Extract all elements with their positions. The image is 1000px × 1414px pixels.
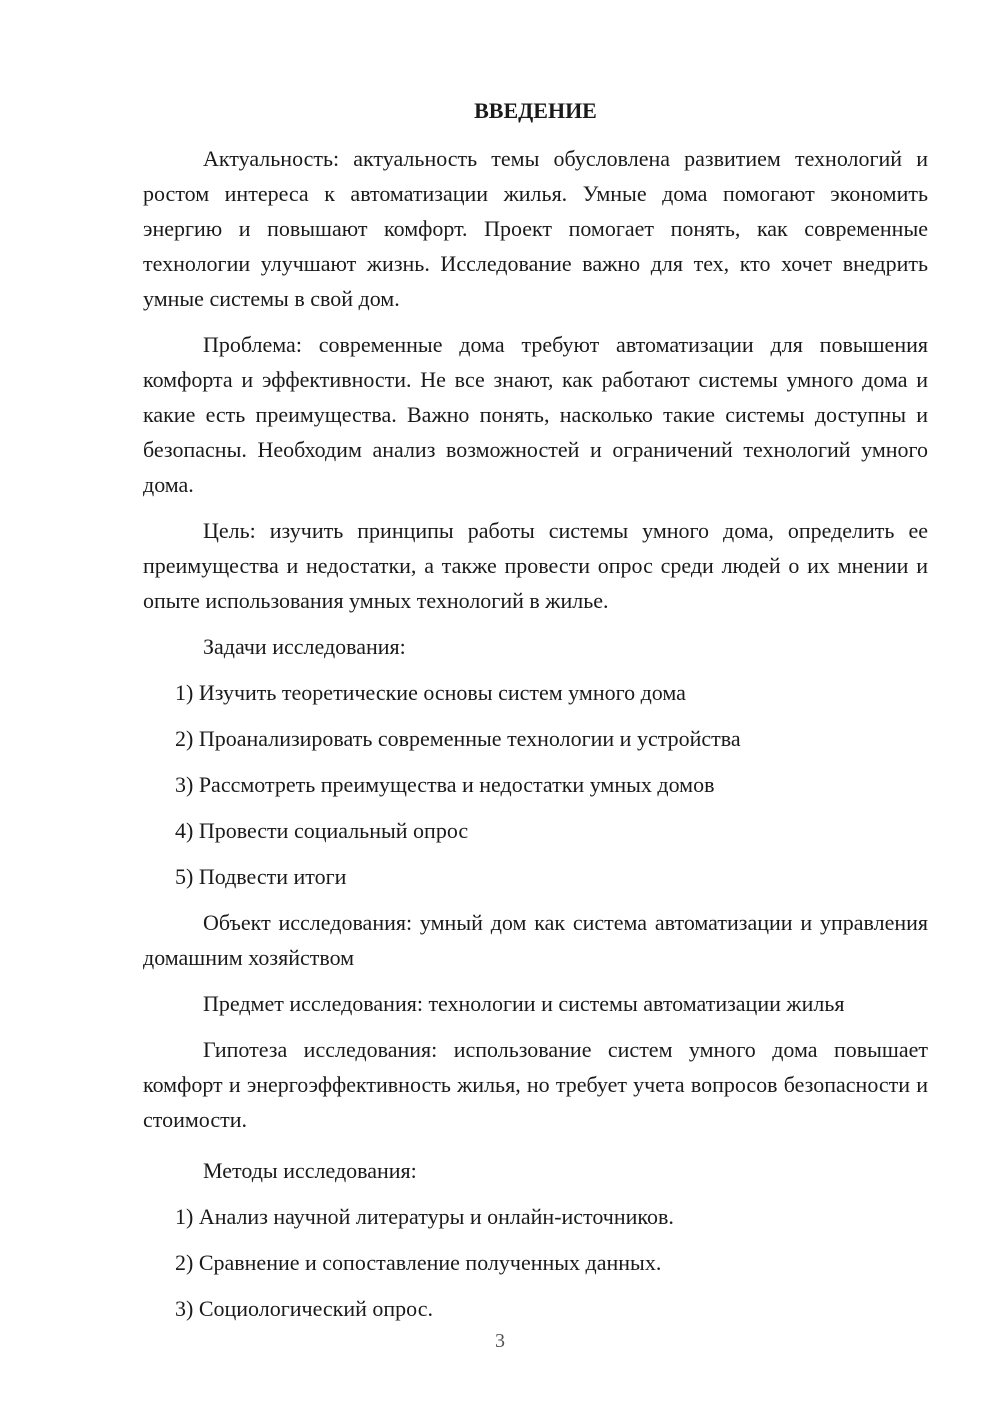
list-item: 1) Анализ научной литературы и онлайн-источников.	[175, 1204, 674, 1229]
page-number: 3	[495, 1330, 505, 1352]
relevance-paragraph: Актуальность: актуальность темы обусловлена развитием технологий и ростом интереса к автоматизации жилья. Умные дома помогают экономить энергию и повышают комфорт. Проект помогает понять, как современные технологии улучшают жизнь. Исследование важно для тех, кто хочет внедрить умные системы в свой дом.	[143, 146, 928, 311]
list-item: 4) Провести социальный опрос	[175, 818, 469, 843]
problem-paragraph: Проблема: современные дома требуют автоматизации для повышения комфорта и эффективности. Не все знают, как работают системы умного дома и какие есть преимущества. Важно понять, насколько такие системы доступны и безопасны. Необходим анализ возможностей и ограничений технологий умного дома.	[143, 332, 928, 497]
list-item: 1) Изучить теоретические основы систем умного дома	[175, 680, 686, 705]
goal-paragraph: Цель: изучить принципы работы системы умного дома, определить ее преимущества и недостатки, а также провести опрос среди людей о их мнении и опыте использования умных технологий в жилье.	[143, 518, 928, 613]
subject-paragraph: Предмет исследования: технологии и системы автоматизации жилья	[203, 991, 845, 1016]
tasks-heading: Задачи исследования:	[203, 634, 406, 659]
page-content	[143, 93, 928, 1326]
tasks-list	[143, 675, 928, 894]
list-item: 2) Сравнение и сопоставление полученных данных.	[175, 1250, 662, 1275]
list-item: 5) Подвести итоги	[175, 864, 347, 889]
page-title: ВВЕДЕНИЕ	[474, 98, 597, 123]
list-item: 2) Проанализировать современные технологии и устройства	[175, 726, 741, 751]
methods-list	[143, 1199, 928, 1326]
object-paragraph: Объект исследования: умный дом как система автоматизации и управления домашним хозяйством	[143, 910, 928, 970]
hypothesis-paragraph: Гипотеза исследования: использование систем умного дома повышает комфорт и энергоэффективность жилья, но требует учета вопросов безопасности и стоимости.	[143, 1037, 928, 1132]
methods-heading: Методы исследования:	[203, 1158, 417, 1183]
list-item: 3) Рассмотреть преимущества и недостатки умных домов	[175, 772, 715, 797]
list-item: 3) Социологический опрос.	[175, 1296, 433, 1321]
